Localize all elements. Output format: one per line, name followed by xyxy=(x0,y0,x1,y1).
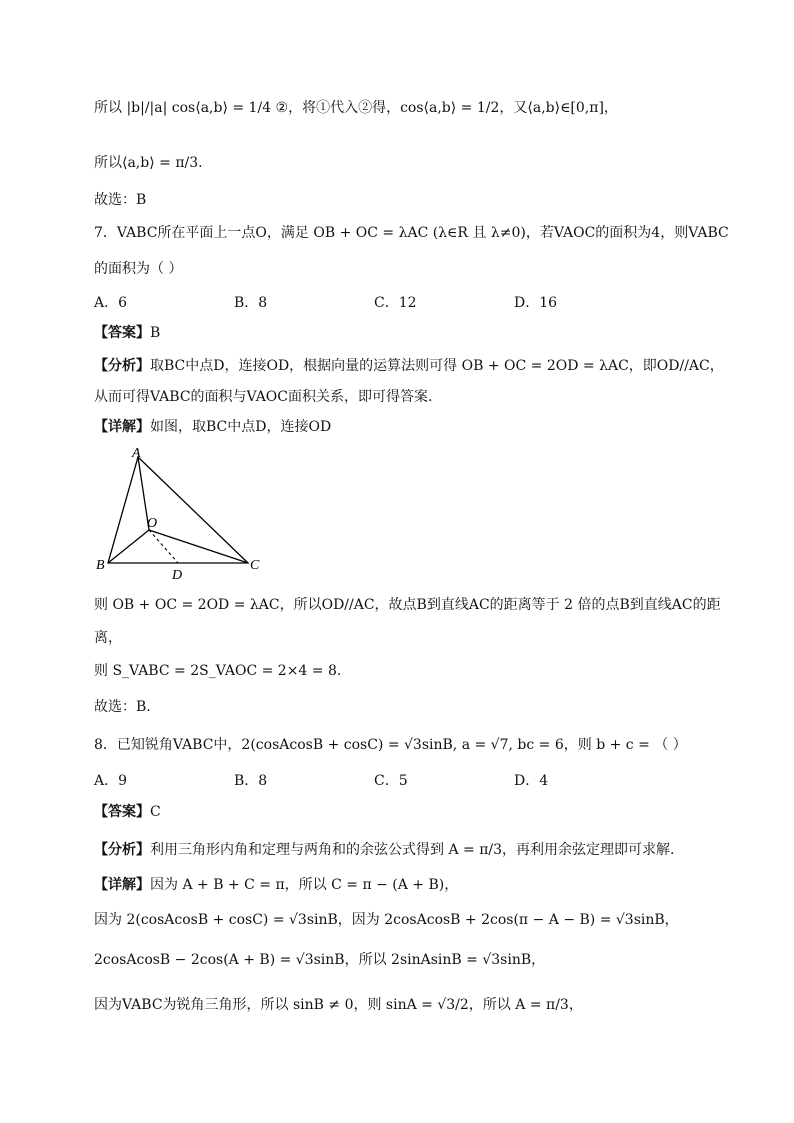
options-8 xyxy=(94,771,734,791)
option: A．9 xyxy=(94,773,128,789)
option: B．8 xyxy=(234,295,268,311)
solution-line: 离， xyxy=(94,630,122,646)
analysis-7 xyxy=(94,356,734,376)
answer-7 xyxy=(94,323,734,343)
triangle-figure xyxy=(90,445,280,585)
option: C．5 xyxy=(374,773,408,789)
answer-value: C xyxy=(150,804,161,820)
solution-line: 2cosAcosB − 2cos(A + B) = √3sinB，所以 2sinAsinB = √3sinB， xyxy=(94,952,546,968)
solution-line: 则 OB + OC = 2OD = λAC，所以OD//AC，故点B到直线AC的距离等于 2 倍的点B到直线AC的距 xyxy=(94,597,721,613)
question-8: 8．已知锐角VABC中，2(cosAcosB + cosC) = √3sinB, a = √7, bc = 6，则 b + c = （ ） xyxy=(94,737,687,753)
analysis-tag: 【分析】 xyxy=(94,842,150,858)
answer-tag: 【答案】 xyxy=(94,325,150,341)
answer-8 xyxy=(94,802,734,822)
text-line: 所以⟨a,b⟩ = π/3. xyxy=(94,155,203,171)
solution-line: 因为 2(cosAcosB + cosC) = √3sinB，因为 2cosAcosB + 2cos(π − A − B) = √3sinB， xyxy=(94,912,679,928)
option: D．4 xyxy=(514,773,549,789)
label-d: D xyxy=(172,568,183,583)
option: B．8 xyxy=(234,773,268,789)
segment-bo xyxy=(108,530,149,563)
answer-value: B xyxy=(150,325,161,341)
label-o: O xyxy=(147,516,158,531)
option: D．16 xyxy=(514,295,558,311)
label-a: A xyxy=(132,446,141,461)
triangle-abc xyxy=(108,457,248,563)
label-b: B xyxy=(96,558,105,573)
option: C．12 xyxy=(374,295,417,311)
question-7-cont: 的面积为（ ） xyxy=(94,261,183,277)
detail-8 xyxy=(94,875,734,895)
text-line: 所以 |b|/|a| cos⟨a,b⟩ = 1/4 ②，将①代入②得，cos⟨a,b⟩ = 1/2，又⟨a,b⟩∈[0,π]， xyxy=(94,100,618,116)
detail-7 xyxy=(94,417,734,437)
analysis-8 xyxy=(94,840,734,860)
detail-text: 因为 A + B + C = π，所以 C = π − (A + B)， xyxy=(150,877,459,893)
option: A．6 xyxy=(94,295,128,311)
solution-line: 因为VABC为锐角三角形，所以 sinB ≠ 0，则 sinA = √3/2，所以 A = π/3， xyxy=(94,997,583,1013)
analysis-text: 利用三角形内角和定理与两角和的余弦公式得到 A = π/3，再利用余弦定理即可求解. xyxy=(150,842,675,858)
segment-oc xyxy=(149,530,248,563)
text-line: 故选：B xyxy=(94,192,147,208)
options-7 xyxy=(94,293,734,313)
detail-text: 如图，取BC中点D，连接OD xyxy=(150,419,332,435)
solution-line: 则 S_VABC = 2S_VAOC = 2×4 = 8. xyxy=(94,663,342,679)
analysis-text: 取BC中点D，连接OD，根据向量的运算法则可得 OB + OC = 2OD = λAC，即OD//AC， xyxy=(150,358,724,374)
answer-tag: 【答案】 xyxy=(94,804,150,820)
question-7: 7．VABC所在平面上一点O，满足 OB + OC = λAC (λ∈R 且 λ≠0)，若VAOC的面积为4，则VABC xyxy=(94,225,729,241)
detail-tag: 【详解】 xyxy=(94,419,150,435)
detail-tag: 【详解】 xyxy=(94,877,150,893)
analysis-7-cont: 从而可得VABC的面积与VAOC面积关系，即可得答案. xyxy=(94,389,433,405)
solution-line: 故选：B. xyxy=(94,699,151,715)
label-c: C xyxy=(250,558,260,573)
analysis-tag: 【分析】 xyxy=(94,358,150,374)
